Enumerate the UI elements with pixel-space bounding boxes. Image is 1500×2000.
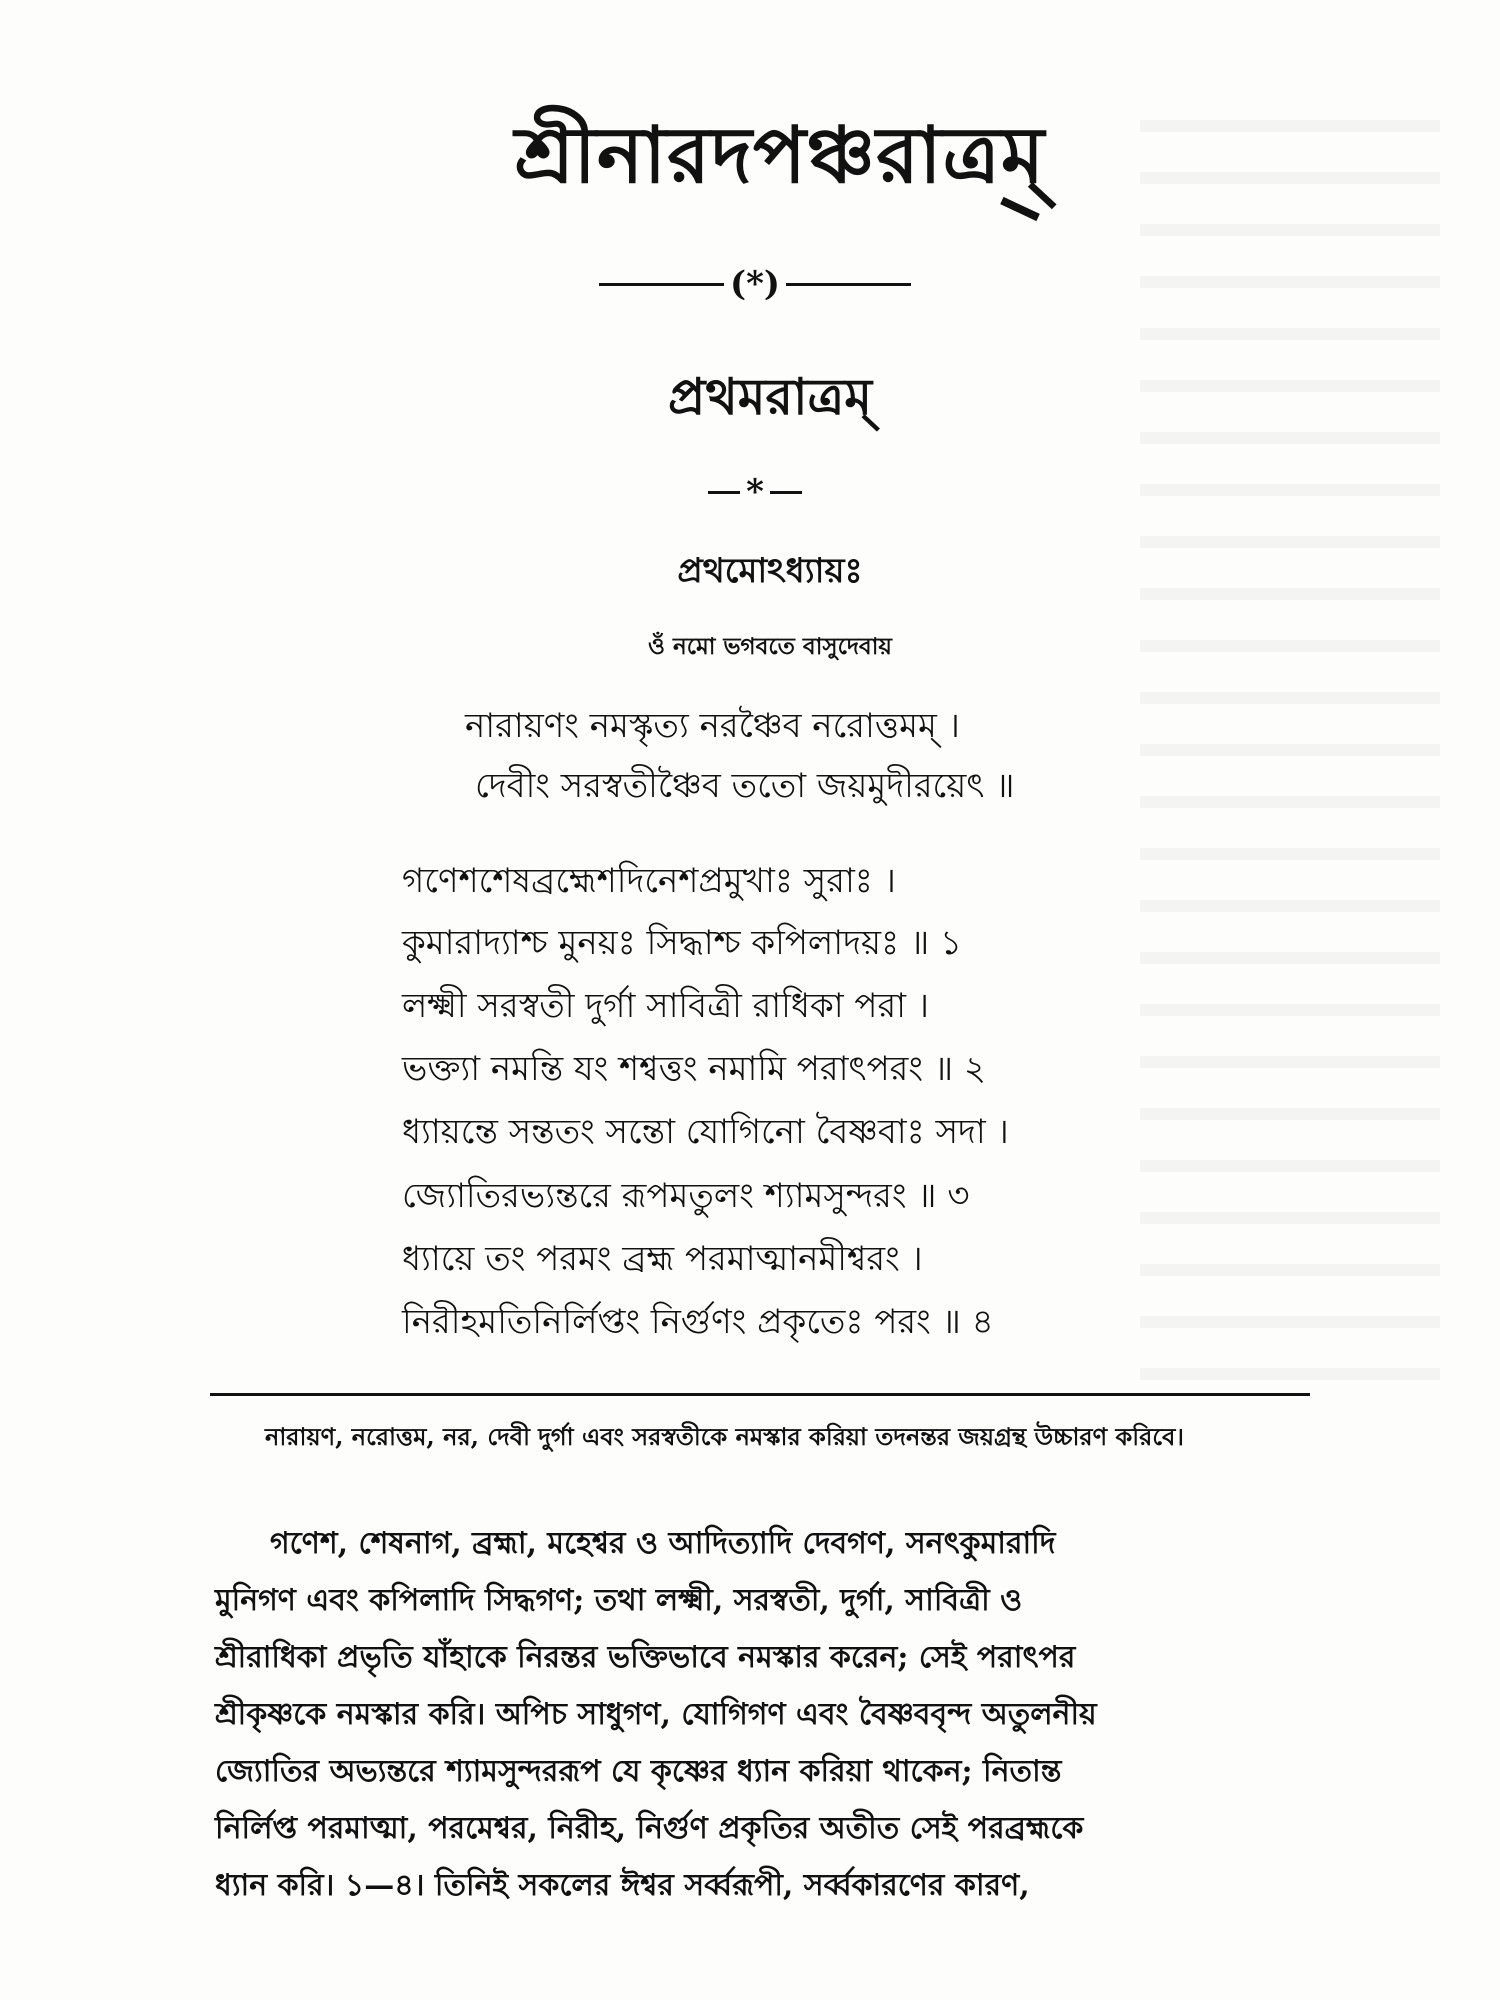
ornament-divider-mid xyxy=(680,470,830,512)
commentary-line: ধ্যান করি। ১—৪। তিনিই সকলের ঈশ্বর সর্ব্বরূপী, সর্ব্বকারণের কারণ, xyxy=(215,1868,1030,1903)
verse-line: লক্ষ্মী সরস্বতী দুর্গা সাবিত্রী রাধিকা পরা । xyxy=(402,986,930,1026)
chapter-heading: প্রথমোঽধ্যায়ঃ xyxy=(677,551,863,591)
verse-line: নিরীহমতিনির্লিপ্তং নির্গুণং প্রকৃতেঃ পরং ॥ ৪ xyxy=(402,1302,994,1342)
verse-line: কুমারাদ্যাশ্চ মুনয়ঃ সিদ্ধাশ্চ কপিলাদয়ঃ ॥ ১ xyxy=(402,923,963,963)
verse-line: নারায়ণং নমস্কৃত্য নরঞ্চৈব নরোত্তমম্ । xyxy=(465,706,960,746)
verse-line: ভক্ত্যা নমন্তি যং শশ্বত্তং নমামি পরাৎপরং ॥ ২ xyxy=(402,1049,986,1089)
ornament-divider-top xyxy=(565,262,945,304)
commentary-line: শ্রীরাধিকা প্রভৃতি যাঁহাকে নিরন্তর ভক্তিভাবে নমস্কার করেন; সেই পরাৎপর xyxy=(215,1640,1076,1675)
page-title: শ্রীনারদপঞ্চরাত্রম্ xyxy=(514,110,1046,201)
bleed-through-text xyxy=(1140,80,1440,1380)
commentary-line: মুনিগণ এবং কপিলাদি সিদ্ধগণ; তথা লক্ষ্মী, সরস্বতী, দুর্গা, সাবিত্রী ও xyxy=(215,1583,1023,1618)
ornament-symbol: * xyxy=(746,472,764,512)
commentary-paragraph xyxy=(215,1515,1310,1914)
commentary-line: জ্যোতির অভ্যন্তরে শ্যামসুন্দররূপ যে কৃষ্ণের ধ্যান করিয়া থাকেন; নিতান্ত xyxy=(215,1754,1062,1789)
divider-line-left xyxy=(599,283,724,286)
commentary-line: নির্লিপ্ত পরমাত্মা, পরমেশ্বর, নিরীহ, নির্গুণ প্রকৃতির অতীত সেই পরব্রহ্মকে xyxy=(215,1811,1084,1846)
commentary-line: শ্রীকৃষ্ণকে নমস্কার করি। অপিচ সাধুগণ, যোগিগণ এবং বৈষ্ণববৃন্দ অতুলনীয় xyxy=(215,1697,1097,1732)
verse-line: গণেশশেষব্রহ্মেশদিনেশপ্রমুখাঃ সুরাঃ । xyxy=(402,861,896,901)
commentary-line: গণেশ, শেষনাগ, ব্রহ্মা, মহেশ্বর ও আদিত্যাদি দেবগণ, সনৎকুমারাদি xyxy=(270,1526,1056,1561)
verse-line: জ্যোতিরভ্যন্তরে রূপমতুলং শ্যামসুন্দরং ॥ ৩ xyxy=(402,1176,970,1216)
divider-line-right xyxy=(786,283,911,286)
verse-line: ধ্যায়ে তং পরমং ব্রহ্ম পরমাত্মানমীশ্বরং । xyxy=(402,1239,923,1279)
verse-line: ধ্যায়ন্তে সন্ততং সন্তো যোগিনো বৈষ্ণবাঃ সদা । xyxy=(402,1112,1009,1152)
divider-line-right xyxy=(770,491,802,494)
verse-line: দেবীং সরস্বতীঞ্চৈব ততো জয়মুদীরয়েৎ ॥ xyxy=(475,766,1015,806)
footnote-paragraph: নারায়ণ, নরোত্তম, নর, দেবী দুর্গা এবং সরস্বতীকে নমস্কার করিয়া তদনন্তর জয়গ্রন্থ উচ্চারণ করিবে। xyxy=(265,1422,1184,1451)
invocation-line: ওঁ নমো ভগবতে বাসুদেবায় xyxy=(648,633,892,660)
divider-line-left xyxy=(708,491,740,494)
section-subtitle: প্রথমরাত্রম্ xyxy=(668,367,872,426)
footnote-rule xyxy=(210,1393,1310,1396)
ornament-symbol: (*) xyxy=(730,264,780,304)
